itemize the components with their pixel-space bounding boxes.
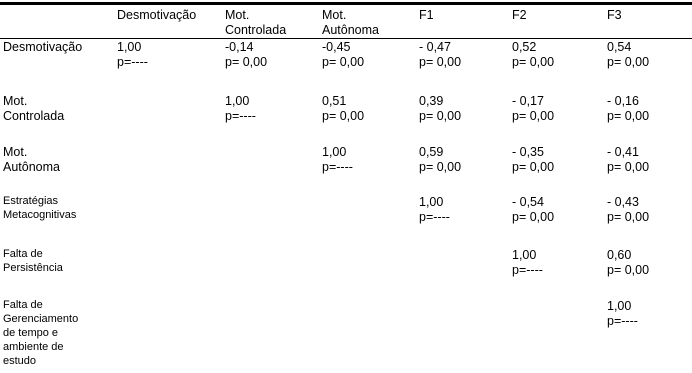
cell-r: - 0,47 [419,40,451,54]
cell-r: - 0,54 [512,195,544,209]
cell-p: p=---- [607,314,638,328]
col-header-desmotivacao: Desmotivação [117,8,197,22]
cell-r: - 0,43 [607,195,639,209]
row-label-falta-persistencia-line2: Persistência [3,262,63,274]
cell-r: 1,00 [322,145,347,159]
cell-p: p= 0,00 [512,55,555,69]
header-rule [0,38,692,39]
cell-r: - 0,35 [512,145,544,159]
row-label-estrategias-line2: Metacognitivas [3,209,77,221]
cell-p: p= 0,00 [607,210,650,224]
row-label-mot-autonoma-line2: Autônoma [3,160,60,174]
col-header-f3: F3 [607,8,622,22]
row-label-falta-gerenciamento-line5: estudo [3,355,37,367]
cell-p: p= 0,00 [419,109,462,123]
col-header-mot-controlada-line1: Mot. [225,8,250,22]
cell-r: 0,51 [322,94,347,108]
cell-p: p=---- [322,160,353,174]
row-label-falta-gerenciamento-line2: Gerenciamento [3,313,79,325]
col-header-mot-controlada-line2: Controlada [225,23,287,37]
row-label-estrategias-line1: Estratégias [3,195,59,207]
cell-r: 0,52 [512,40,537,54]
row-label-mot-autonoma-line1: Mot. [3,145,28,159]
cell-r: - 0,17 [512,94,544,108]
table-top-rule [0,2,692,5]
cell-p: p= 0,00 [225,55,268,69]
cell-r: 0,39 [419,94,444,108]
col-header-mot-autonoma-line2: Autônoma [322,23,379,37]
cell-r: - 0,16 [607,94,639,108]
cell-p: p= 0,00 [607,263,650,277]
cell-r: - 0,41 [607,145,639,159]
row-label-falta-gerenciamento-line3: de tempo e [3,327,59,339]
cell-r: 1,00 [607,299,632,313]
cell-r: 1,00 [117,40,142,54]
cell-r: 1,00 [419,195,444,209]
cell-r: 0,60 [607,248,632,262]
cell-p: p=---- [419,210,450,224]
cell-r: -0,45 [322,40,351,54]
row-label-desmotivacao: Desmotivação [3,40,83,54]
cell-r: 0,59 [419,145,444,159]
col-header-f1: F1 [419,8,434,22]
row-label-falta-persistencia-line1: Falta de [3,248,43,260]
cell-p: p= 0,00 [607,55,650,69]
cell-p: p=---- [117,55,148,69]
cell-p: p= 0,00 [322,55,365,69]
row-label-falta-gerenciamento-line1: Falta de [3,299,43,311]
cell-r: 1,00 [512,248,537,262]
col-header-f2: F2 [512,8,527,22]
cell-p: p=---- [225,109,256,123]
cell-p: p= 0,00 [607,109,650,123]
cell-p: p=---- [512,263,543,277]
col-header-mot-autonoma-line1: Mot. [322,8,347,22]
cell-p: p= 0,00 [419,55,462,69]
row-label-mot-controlada-line2: Controlada [3,109,65,123]
cell-r: 1,00 [225,94,250,108]
cell-r: -0,14 [225,40,254,54]
cell-p: p= 0,00 [607,160,650,174]
row-label-mot-controlada-line1: Mot. [3,94,28,108]
cell-p: p= 0,00 [419,160,462,174]
cell-r: 0,54 [607,40,632,54]
cell-p: p= 0,00 [512,109,555,123]
cell-p: p= 0,00 [322,109,365,123]
cell-p: p= 0,00 [512,160,555,174]
cell-p: p= 0,00 [512,210,555,224]
row-label-falta-gerenciamento-line4: ambiente de [3,341,64,353]
